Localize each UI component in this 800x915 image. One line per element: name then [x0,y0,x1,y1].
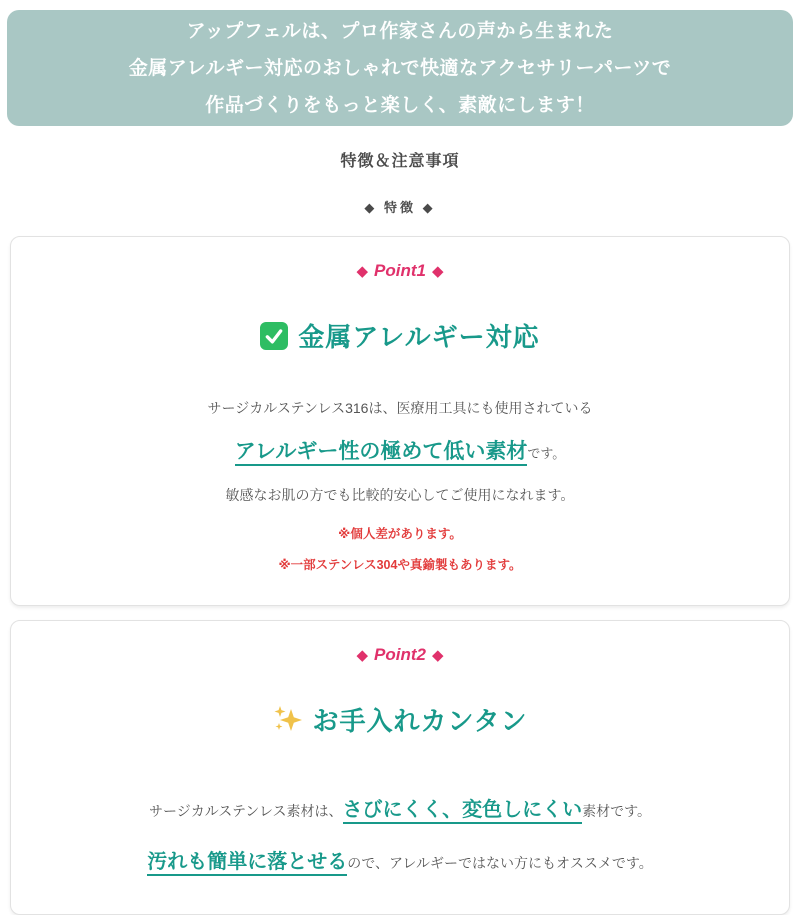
point1-highlight: アレルギー性の極めて低い素材 [235,440,528,466]
point1-note2: ※一部ステンレス304や真鍮製もあります。 [278,558,522,572]
point1-line3: 敏感なお肌の方でも比較的安心してご使用になれます。 [225,487,575,503]
section-subtitle: ◆ 特徴 ◆ [364,200,436,215]
point2-line2-highlight: 汚れも簡単に落とせる [147,851,347,876]
point1-line1: サージカルステンレス316は、医療用工具にも使用されている [207,400,593,416]
point1-card [10,236,790,606]
point1-heading-text: 金属アレルギー対応 [298,322,540,352]
intro-banner [7,10,793,126]
banner-line: アップフェルは、プロ作家さんの声から生まれた [186,20,614,42]
point2-label [31,645,769,665]
point2-line2-suffix: ので、アレルギーではない方にもオススメです。 [347,855,653,871]
point1-highlight-suffix: です。 [527,446,566,461]
point1-highlight-line [31,431,769,473]
point2-heading-text: お手入れカンタン [312,706,528,736]
diamond-icon: ◆ [431,263,444,280]
product-description-page [0,10,800,915]
point2-label-text: Point2 [374,645,426,664]
point2-line2 [31,842,769,882]
diamond-icon: ◆ [431,647,444,664]
point2-line1-suffix: 素材です。 [582,803,652,819]
section-title: 特徴＆注意事項 [340,153,460,170]
point1-label [31,261,769,281]
point2-card [10,620,790,915]
banner-line: 金属アレルギー対応のおしゃれで快適なアクセサリーパーツで [128,57,672,79]
check-icon [260,322,288,350]
banner-line: 作品づくりをもっと楽しく、素敵にします！ [205,94,595,116]
point2-line1 [31,790,769,830]
diamond-icon: ◆ [356,263,369,280]
point2-heading [31,701,769,738]
diamond-icon: ◆ [356,647,369,664]
point1-note1: ※個人差があります。 [338,527,462,541]
point1-heading [31,317,769,354]
sparkles-icon [273,705,303,735]
point2-line1-highlight: さびにくく、変色しにくい [343,799,583,824]
point1-label-text: Point1 [374,261,426,280]
point2-line1-prefix: サージカルステンレス素材は、 [148,803,343,819]
